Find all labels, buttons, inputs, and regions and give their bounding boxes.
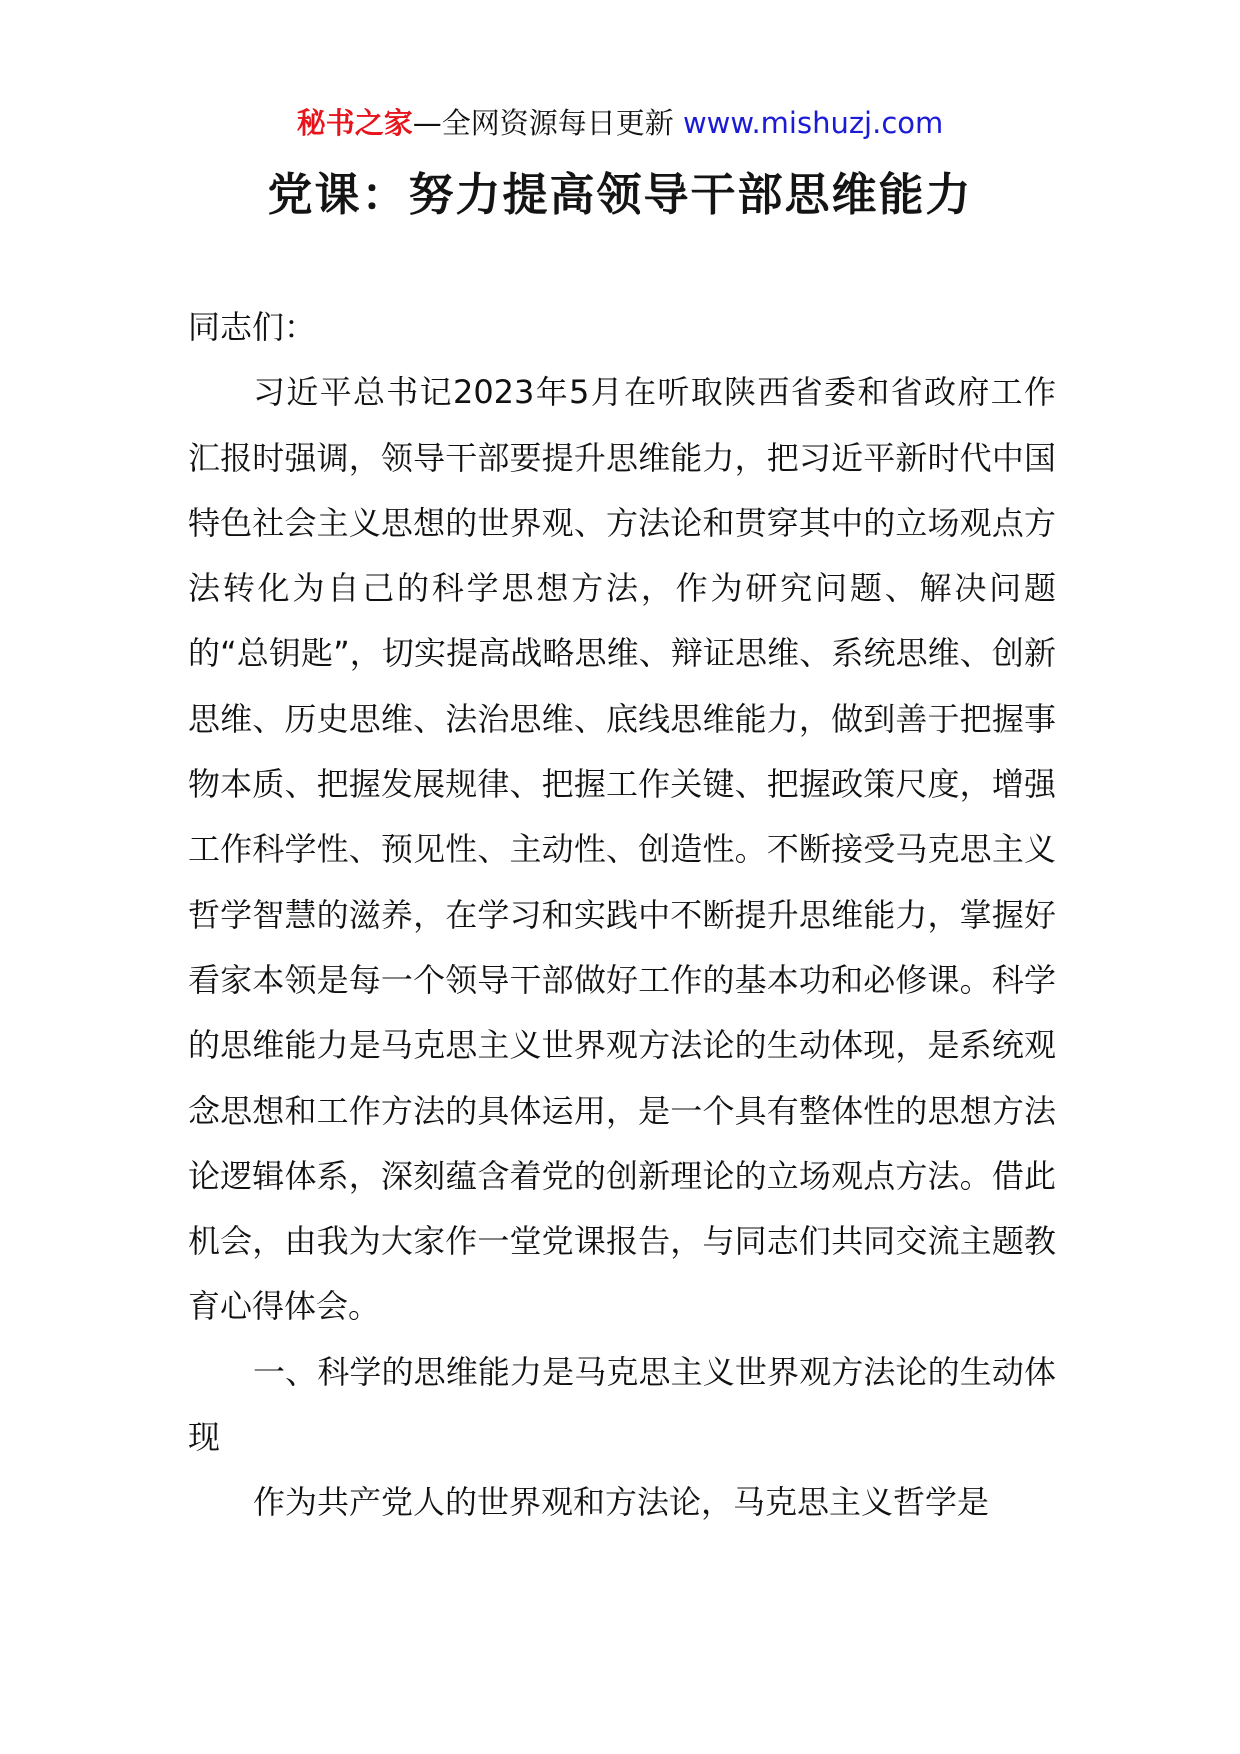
salutation: 同志们：	[188, 308, 317, 346]
document-title: 党课：努力提高领导干部思维能力	[267, 168, 973, 221]
site-banner	[0, 103, 1240, 143]
site-url-link[interactable]: www.mishuzj.com	[682, 106, 944, 140]
site-brand: 秘书之家	[296, 106, 413, 140]
document-body	[188, 295, 1056, 1536]
section-paragraph: 作为共产党人的世界观和方法论，马克思主义哲学是	[253, 1483, 990, 1522]
intro-paragraph: 习近平总书记2023年5月在听取陕西省委和省政府工作汇报时强调，领导干部要提升思维能力，把习近平新时代中国特色社会主义思想的世界观、方法论和贯穿其中的立场观点方法转化为自己的科学思想方法，作为研究问题、解决问题的“总钥匙”，切实提高战略思维、辩证思维、系统思维、创新思维、历史思维、法治思维、底线思维能力，做到善于把握事物本质、把握发展规律、把握工作关键、把握政策尺度，增强工作科学性、预见性、主动性、创造性。不断接受马克思主义哲学智慧的滋养，在学习和实践中不断提升思维能力，掌握好看家本领是每一个领导干部做好工作的基本功和必修课。科学的思维能力是马克思主义世界观方法论的生动体现，是系统观念思想和工作方法的具体运用，是一个具有整体性的思想方法论逻辑体系，深刻蕴含着党的创新理论的立场观点方法。借此机会，由我为大家作一堂党课报告，与同志们共同交流主题教育心得体会。	[188, 373, 1056, 1326]
site-tagline: —全网资源每日更新	[412, 106, 683, 140]
section-heading: 一、科学的思维能力是马克思主义世界观方法论的生动体现	[188, 1352, 1056, 1457]
